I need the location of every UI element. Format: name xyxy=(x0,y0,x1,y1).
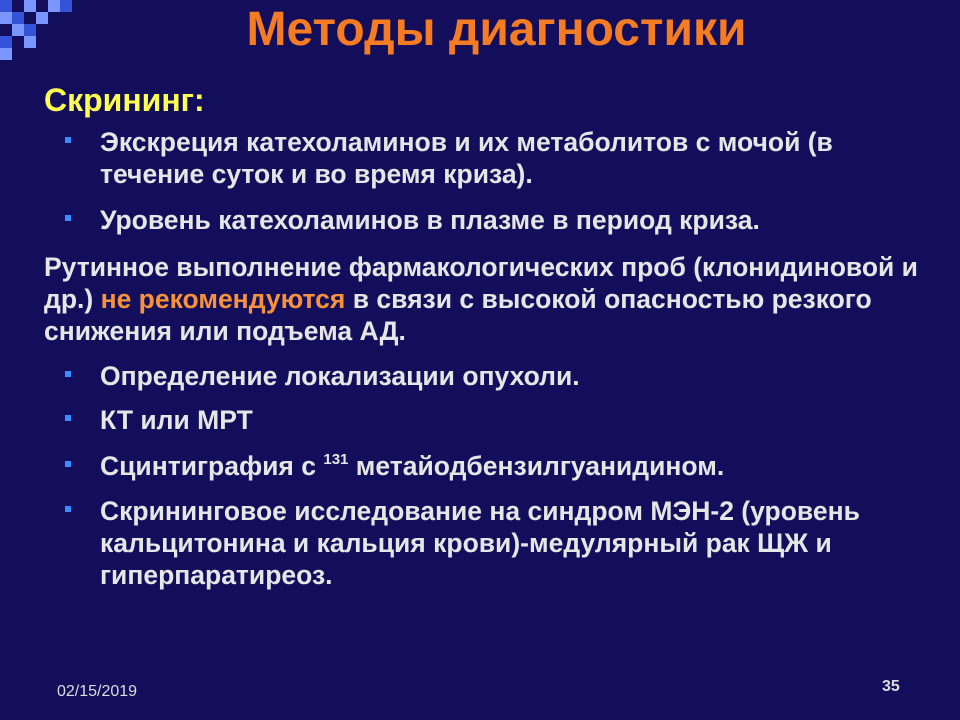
bullet-text-line: Уровень катехоламинов в плазме в период криза. xyxy=(100,205,760,235)
square-bullet-icon xyxy=(65,415,71,421)
decoration-square xyxy=(0,12,12,24)
bullet-text: Сцинтиграфия с xyxy=(100,451,324,481)
decoration-square xyxy=(0,0,12,12)
bullet-item xyxy=(100,404,253,436)
slide-date: 02/15/2019 xyxy=(57,683,138,700)
bullet-item xyxy=(100,204,760,236)
bullet-text-line xyxy=(100,450,724,482)
screening-heading: Скрининг: xyxy=(44,82,205,118)
decoration-square xyxy=(12,24,24,36)
decoration-square xyxy=(12,12,24,24)
bullet-item xyxy=(100,450,724,482)
square-bullet-icon xyxy=(65,215,71,221)
square-bullet-icon xyxy=(65,371,71,377)
bullet-text-line: Скрининговое исследование на синдром МЭН-2 (уровень xyxy=(100,496,860,526)
slide-title: Методы диагностики xyxy=(246,3,747,56)
note-line: Рутинное выполнение фармакологических проб (клонидиновой и xyxy=(44,252,918,282)
bullet-text-line: кальцитонина и кальция крови)-медулярный рак ЩЖ и xyxy=(100,528,832,558)
decoration-square xyxy=(0,36,12,48)
square-bullet-icon xyxy=(65,506,71,512)
note-line xyxy=(44,283,918,315)
bullet-text-line: Экскреция катехоламинов и их метаболитов с мочой (в xyxy=(100,127,833,157)
note-text: в связи с высокой опасностью резкого xyxy=(345,284,872,314)
square-bullet-icon xyxy=(65,137,71,143)
emphasis-not-recommended: не рекомендуются xyxy=(100,284,346,314)
note-line: снижения или подъема АД. xyxy=(44,316,406,346)
bullet-text-line: КТ или МРТ xyxy=(100,405,253,435)
bullet-text-line: гиперпаратиреоз. xyxy=(100,560,333,590)
bullet-item xyxy=(100,495,860,591)
bullet-text: метайодбензилгуанидином. xyxy=(348,451,725,481)
isotope-superscript: 131 xyxy=(323,451,349,468)
bullet-text-line: Определение локализации опухоли. xyxy=(100,361,580,391)
note-text: др.) xyxy=(44,284,101,314)
square-bullet-icon xyxy=(65,461,71,467)
bullet-text-line: течение суток и во время криза). xyxy=(100,159,533,189)
decoration-square xyxy=(0,48,12,60)
slide-number: 35 xyxy=(882,678,900,695)
bullet-item xyxy=(100,126,833,190)
bullet-item xyxy=(100,360,580,392)
note-paragraph xyxy=(44,251,918,347)
